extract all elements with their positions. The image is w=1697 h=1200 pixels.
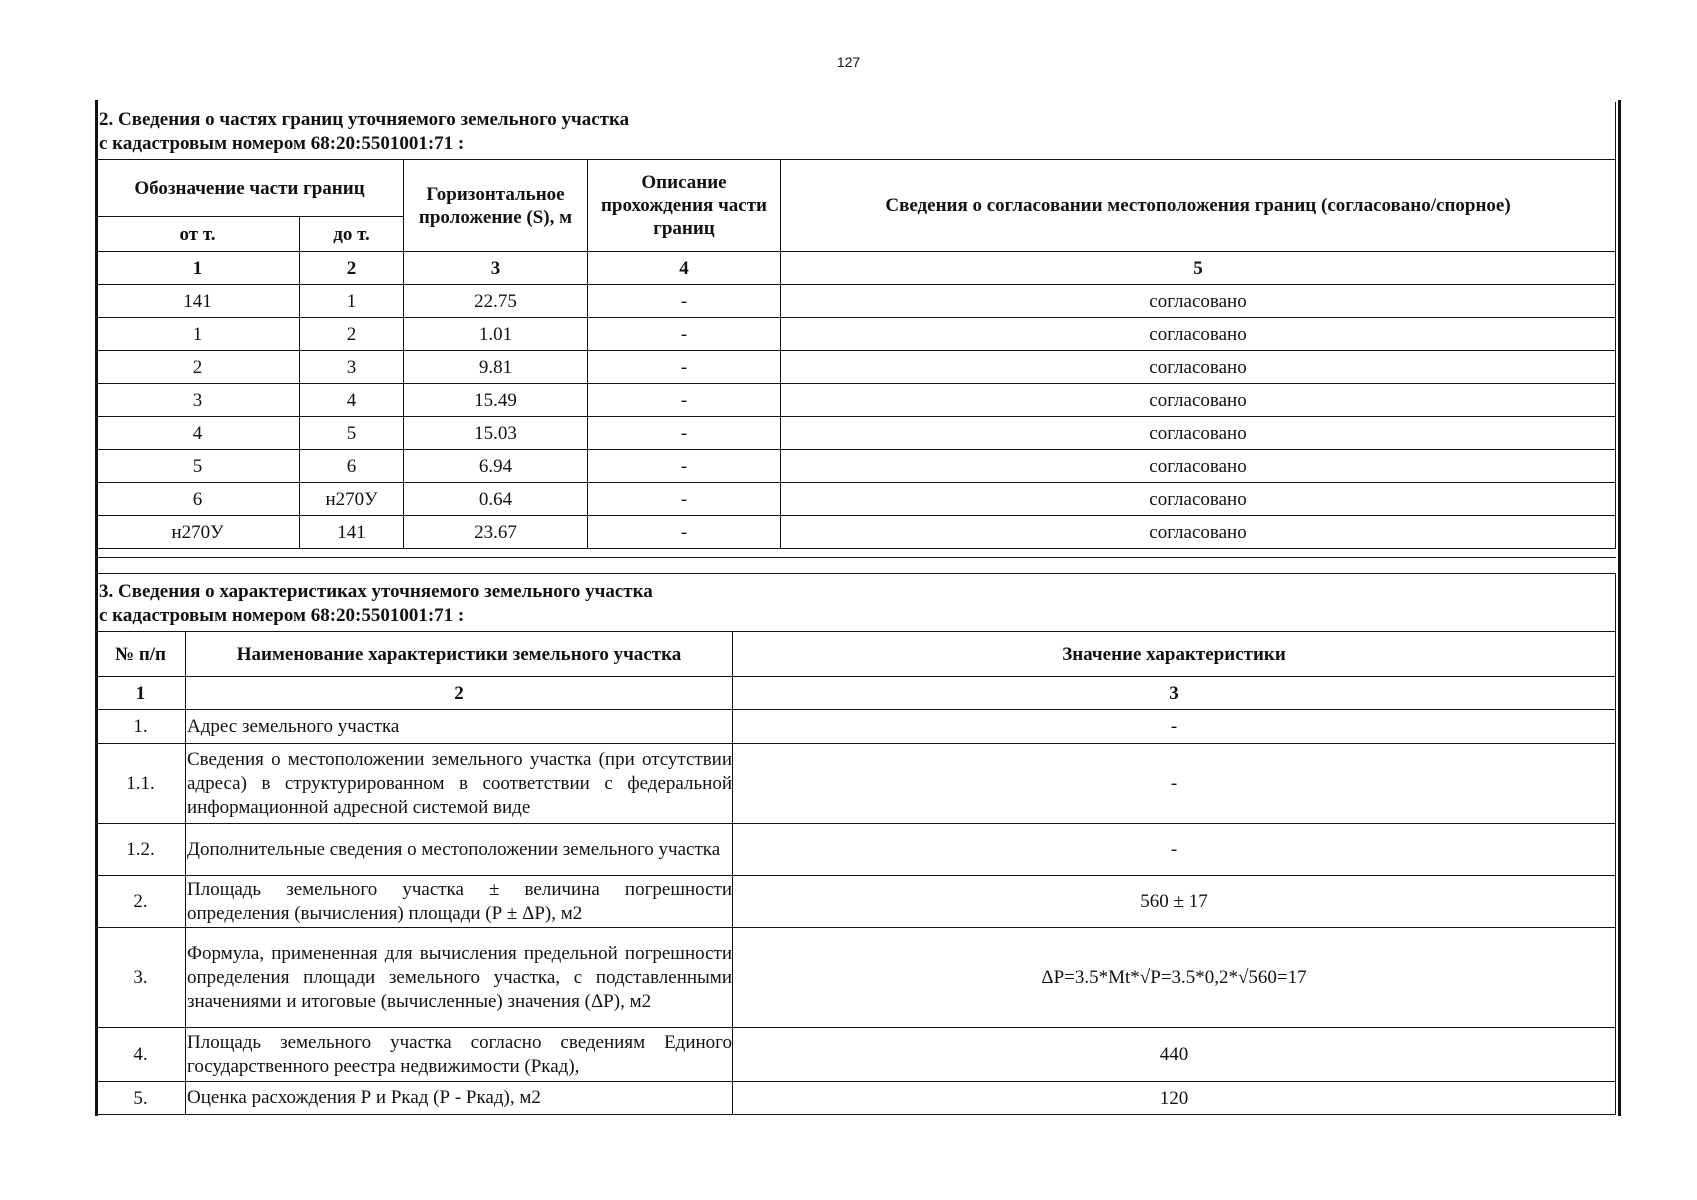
- table-row: [96, 417, 1616, 450]
- section3-title: [96, 574, 1616, 632]
- header-description: Описание прохождения части границ: [588, 160, 781, 252]
- cell-value: -: [733, 710, 1616, 744]
- cell-status: согласовано: [781, 516, 1616, 549]
- cell-horizontal: 15.03: [404, 417, 588, 450]
- cell-number: 5.: [96, 1082, 186, 1115]
- col-number: 4: [588, 252, 781, 285]
- cell-horizontal: 22.75: [404, 285, 588, 318]
- cell-number: 2.: [96, 876, 186, 928]
- characteristics-table: [95, 573, 1616, 1115]
- cell-status: согласовано: [781, 483, 1616, 516]
- header-number: № п/п: [96, 632, 186, 677]
- cell-name: Оценка расхождения Р и Ркад (Р - Ркад), м2: [186, 1082, 733, 1115]
- cell-number: 1.: [96, 710, 186, 744]
- cell-to: 5: [300, 417, 404, 450]
- table-row: [96, 318, 1616, 351]
- cell-to: н270У: [300, 483, 404, 516]
- cell-description: -: [588, 417, 781, 450]
- table-row: [96, 824, 1616, 876]
- col-number: 1: [96, 677, 186, 710]
- cell-to: 6: [300, 450, 404, 483]
- table-row: [96, 384, 1616, 417]
- section-separator: [96, 549, 1616, 558]
- table-row: [96, 516, 1616, 549]
- cell-name: Площадь земельного участка ± величина погрешности определения (вычисления) площади (Р ± ΔР), м2: [186, 876, 733, 928]
- cell-horizontal: 23.67: [404, 516, 588, 549]
- cell-value: -: [733, 824, 1616, 876]
- cell-number: 4.: [96, 1028, 186, 1082]
- cell-to: 3: [300, 351, 404, 384]
- table-row: [96, 710, 1616, 744]
- cell-from: 141: [96, 285, 300, 318]
- cell-horizontal: 15.49: [404, 384, 588, 417]
- cell-status: согласовано: [781, 417, 1616, 450]
- col-number: 2: [300, 252, 404, 285]
- cell-name: Формула, примененная для вычисления предельной погрешности определения площади земельного участка, с подставленными значениями и итоговые (вычисленные) значения (ΔР), м2: [186, 928, 733, 1028]
- cell-horizontal: 9.81: [404, 351, 588, 384]
- cell-from: 6: [96, 483, 300, 516]
- cell-status: согласовано: [781, 318, 1616, 351]
- table-row: [96, 1028, 1616, 1082]
- table-row: [96, 483, 1616, 516]
- cell-from: 3: [96, 384, 300, 417]
- cell-number: 1.1.: [96, 744, 186, 824]
- cell-from: 5: [96, 450, 300, 483]
- cell-status: согласовано: [781, 285, 1616, 318]
- cell-description: -: [588, 285, 781, 318]
- cell-status: согласовано: [781, 384, 1616, 417]
- cell-to: 1: [300, 285, 404, 318]
- cell-horizontal: 0.64: [404, 483, 588, 516]
- header-to: до т.: [300, 217, 404, 252]
- table-row: [96, 285, 1616, 318]
- section3-title-line1: 3. Сведения о характеристиках уточняемого земельного участка: [99, 581, 653, 602]
- cell-value: 120: [733, 1082, 1616, 1115]
- cell-horizontal: 6.94: [404, 450, 588, 483]
- section3-title-line2: с кадастровым номером 68:20:5501001:71 :: [99, 605, 465, 626]
- cell-from: н270У: [96, 516, 300, 549]
- col-number: 1: [96, 252, 300, 285]
- section2-title: [96, 102, 1616, 160]
- section2-title-line1: 2. Сведения о частях границ уточняемого земельного участка: [99, 109, 630, 130]
- cell-description: -: [588, 318, 781, 351]
- cell-horizontal: 1.01: [404, 318, 588, 351]
- header-value: Значение характеристики: [733, 632, 1616, 677]
- cell-value: 560 ± 17: [733, 876, 1616, 928]
- cell-description: -: [588, 483, 781, 516]
- cell-status: согласовано: [781, 351, 1616, 384]
- page-number: 127: [836, 54, 861, 70]
- cell-name: Дополнительные сведения о местоположении земельного участка: [186, 824, 733, 876]
- cell-number: 1.2.: [96, 824, 186, 876]
- table-row: [96, 928, 1616, 1028]
- cell-value: -: [733, 744, 1616, 824]
- cell-from: 1: [96, 318, 300, 351]
- cell-value: 440: [733, 1028, 1616, 1082]
- col-number: 2: [186, 677, 733, 710]
- cell-description: -: [588, 384, 781, 417]
- cell-to: 141: [300, 516, 404, 549]
- cell-name: Сведения о местоположении земельного участка (при отсутствии адреса) в структурированном в соответствии с федеральной информационной адресной системой виде: [186, 744, 733, 824]
- cell-number: 3.: [96, 928, 186, 1028]
- cell-from: 2: [96, 351, 300, 384]
- table-row: [96, 351, 1616, 384]
- cell-from: 4: [96, 417, 300, 450]
- cell-to: 4: [300, 384, 404, 417]
- cell-name: Площадь земельного участка согласно сведениям Единого государственного реестра недвижимости (Ркад),: [186, 1028, 733, 1082]
- cell-description: -: [588, 516, 781, 549]
- col-number: 5: [781, 252, 1616, 285]
- header-name: Наименование характеристики земельного участка: [186, 632, 733, 677]
- cell-description: -: [588, 351, 781, 384]
- table-row: [96, 1082, 1616, 1115]
- cell-value: ΔР=3.5*Mt*√P=3.5*0,2*√560=17: [733, 928, 1616, 1028]
- header-designation: Обозначение части границ: [96, 160, 404, 217]
- table-row: [96, 744, 1616, 824]
- boundary-parts-table: [95, 102, 1616, 558]
- cell-name: Адрес земельного участка: [186, 710, 733, 744]
- header-horizontal: Горизонтальное проложение (S), м: [404, 160, 588, 252]
- cell-status: согласовано: [781, 450, 1616, 483]
- table-row: [96, 876, 1616, 928]
- header-from: от т.: [96, 217, 300, 252]
- section2-title-line2: с кадастровым номером 68:20:5501001:71 :: [99, 133, 465, 154]
- cell-description: -: [588, 450, 781, 483]
- col-number: 3: [404, 252, 588, 285]
- cell-to: 2: [300, 318, 404, 351]
- col-number: 3: [733, 677, 1616, 710]
- header-agreement: Сведения о согласовании местоположения границ (согласовано/спорное): [781, 160, 1616, 252]
- table-row: [96, 450, 1616, 483]
